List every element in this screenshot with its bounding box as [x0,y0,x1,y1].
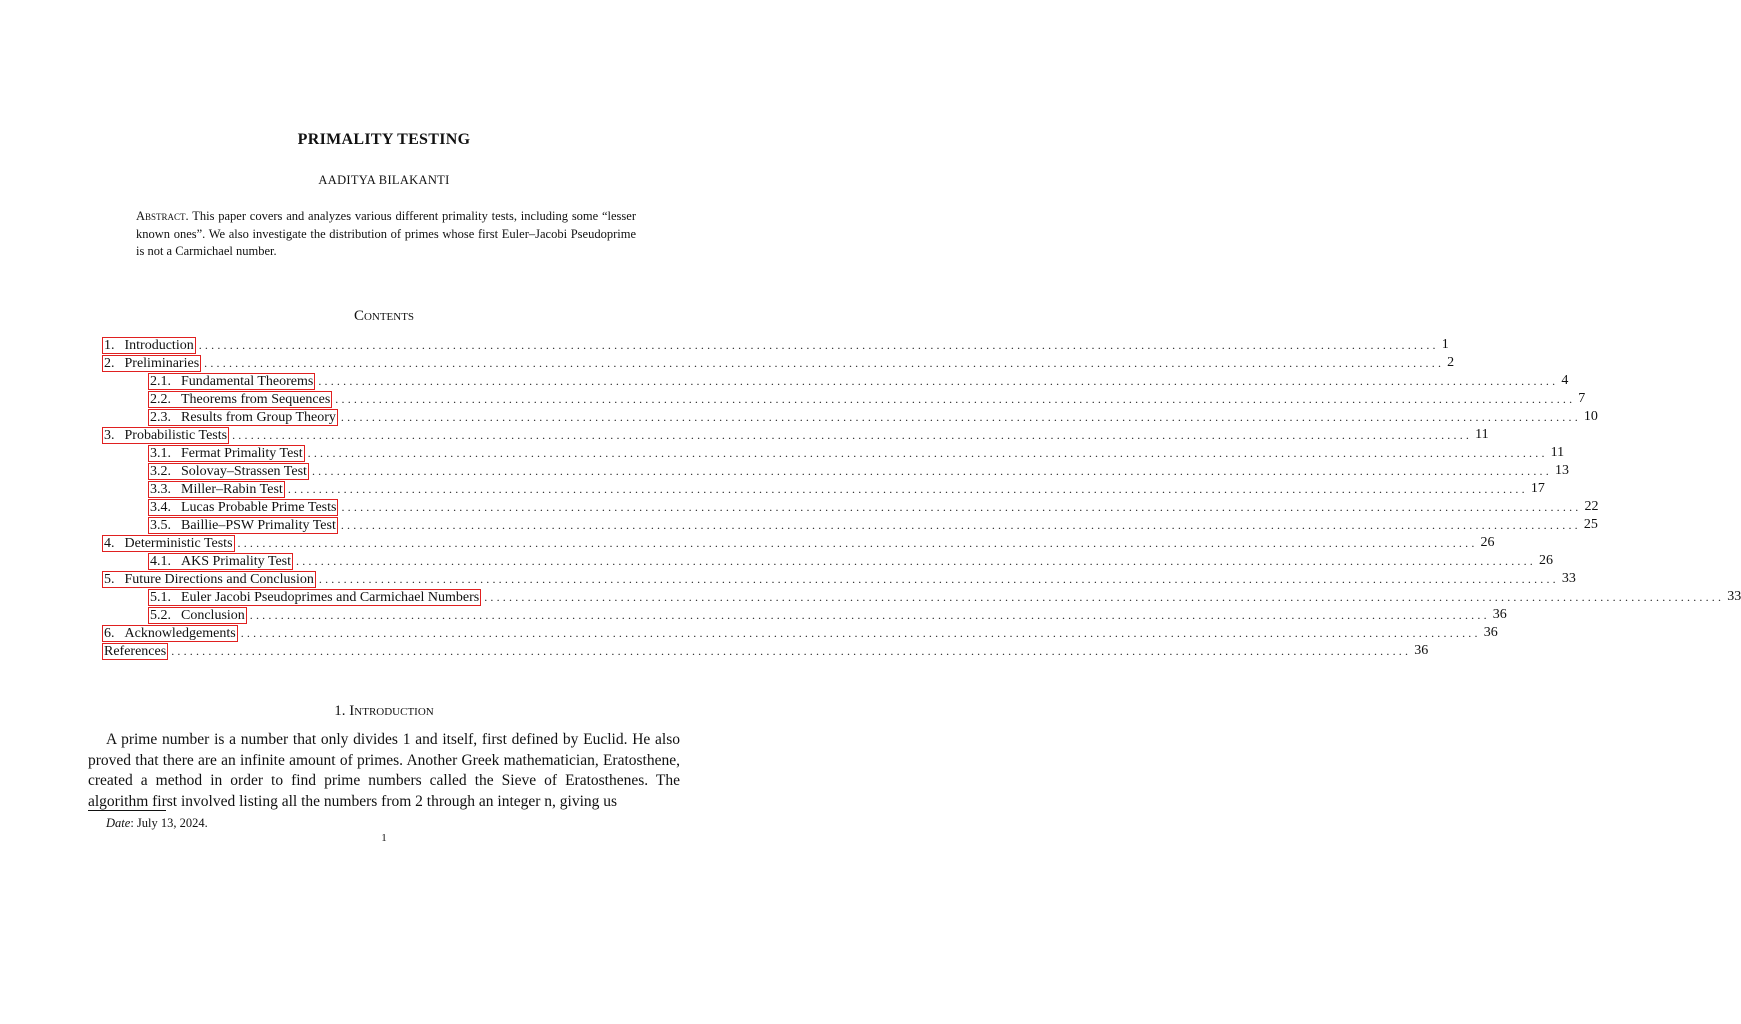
toc-leader: ........................................................................................................................................................................................................ [296,553,1536,568]
toc-page: 7 [1578,391,1586,406]
toc-number: 2.1. [150,373,171,389]
toc-page: 36 [1492,607,1507,622]
toc-leader: ........................................................................................................................................................................................................ [307,445,1548,460]
footnote-text: : July 13, 2024. [130,816,208,830]
toc-leader: ........................................................................................................................................................................................................ [232,427,1473,442]
toc-page: 1 [1441,337,1449,352]
toc-row [102,534,1495,552]
toc-number: 3.1. [150,445,171,461]
toc-row [102,552,1553,570]
toc-row [102,642,1429,660]
toc-label: Results from Group Theory [181,409,336,425]
toc-page: 33 [1561,571,1576,586]
paper-title: PRIMALITY TESTING [297,131,471,148]
toc-number: 3.2. [150,463,171,479]
toc-row [102,498,1599,516]
toc-label: Deterministic Tests [124,535,233,551]
page-number: 1 [381,832,387,844]
toc-number: 5.1. [150,589,171,605]
toc-link[interactable] [148,607,247,624]
toc-page: 2 [1447,355,1455,370]
toc-number: 4. [104,535,115,551]
toc-label: Theorems from Sequences [181,391,331,407]
abstract [136,208,636,261]
toc-link[interactable] [148,589,481,606]
toc-page: 10 [1583,409,1598,424]
body-text [88,730,680,812]
toc-leader: ........................................................................................................................................................................................................ [311,463,1552,478]
toc-row [102,336,1449,354]
toc-number: 3.3. [150,481,171,497]
table-of-contents [102,336,1741,660]
toc-page: 4 [1561,373,1569,388]
toc-page: 11 [1550,445,1565,460]
toc-leader: ........................................................................................................................................................................................................ [484,589,1725,604]
toc-label: Acknowledgements [124,625,236,641]
toc-page: 13 [1554,463,1569,478]
toc-leader: ........................................................................................................................................................................................................ [341,499,1582,514]
toc-label: Baillie–PSW Primality Test [181,517,336,533]
toc-label: Solovay–Strassen Test [181,463,307,479]
toc-number: 6. [104,625,115,641]
toc-link[interactable] [148,373,315,390]
toc-label: Conclusion [181,607,245,623]
toc-link[interactable] [102,427,229,444]
toc-link[interactable] [148,481,285,498]
toc-link[interactable] [148,463,309,480]
toc-label: AKS Primality Test [181,553,291,569]
toc-leader: ........................................................................................................................................................................................................ [249,607,1490,622]
toc-leader: ........................................................................................................................................................................................................ [237,535,1478,550]
toc-row [102,390,1586,408]
toc-label: Preliminaries [124,355,200,371]
toc-number: 5. [104,571,115,587]
toc-page: 17 [1530,481,1545,496]
toc-number: 5.2. [150,607,171,623]
toc-number: 2.2. [150,391,171,407]
section-heading [0,703,768,720]
toc-label: Probabilistic Tests [124,427,228,443]
toc-leader: ........................................................................................................................................................................................................ [171,643,1412,658]
toc-page: 36 [1483,625,1498,640]
toc-row [102,624,1498,642]
toc-label: Fundamental Theorems [181,373,314,389]
toc-row [102,354,1455,372]
toc-row [102,480,1545,498]
footnote-label: Date [106,816,131,830]
toc-number: 2. [104,355,115,371]
toc-page: 26 [1480,535,1495,550]
toc-page: 33 [1727,589,1741,604]
toc-row [102,444,1565,462]
toc-label: Lucas Probable Prime Tests [181,499,337,515]
toc-leader: ........................................................................................................................................................................................................ [318,373,1559,388]
toc-label: References [104,643,167,659]
toc-leader: ........................................................................................................................................................................................................ [204,355,1445,370]
toc-link[interactable] [148,553,293,570]
toc-link[interactable] [148,391,332,408]
toc-row [102,516,1598,534]
contents-heading: Contents [353,308,415,324]
toc-label: Euler Jacobi Pseudoprimes and Carmichael Numbers [181,589,480,605]
toc-row [102,588,1741,606]
toc-link[interactable] [102,643,168,660]
toc-link[interactable] [102,571,316,588]
intro-paragraph: A prime number is a number that only divides 1 and itself, first defined by Euclid. He also proved that there are an infinite amount of primes. Another Greek mathematician, Eratosthene, created a method in order to find prime numbers called the Sieve of Eratosthenes. The algorithm first involved listing all the numbers from 2 through an integer n, giving us [88,731,680,810]
toc-leader: ........................................................................................................................................................................................................ [335,391,1576,406]
toc-row [102,462,1569,480]
footnote [106,816,208,831]
toc-leader: ........................................................................................................................................................................................................ [198,337,1439,352]
toc-number: 3. [104,427,115,443]
toc-row [102,606,1507,624]
toc-page: 25 [1583,517,1598,532]
toc-label: Fermat Primality Test [181,445,303,461]
toc-page: 22 [1584,499,1599,514]
toc-row [102,570,1576,588]
toc-leader: ........................................................................................................................................................................................................ [240,625,1481,640]
toc-number: 3.4. [150,499,171,515]
section-number: 1. [334,703,346,719]
toc-link[interactable] [148,499,338,516]
toc-row [102,372,1569,390]
abstract-text: This paper covers and analyzes various different primality tests, including some “lesser known ones”. We also investigate the distribution of primes whose first Euler–Jacobi Pseudoprime is not a Carmichael number. [136,209,636,258]
toc-label: Miller–Rabin Test [181,481,283,497]
toc-page: 26 [1539,553,1553,568]
toc-link[interactable] [148,517,338,534]
toc-leader: ........................................................................................................................................................................................................ [340,517,1581,532]
toc-link[interactable] [102,337,196,354]
toc-link[interactable] [102,355,201,372]
paper-author: AADITYA BILAKANTI [318,173,450,187]
toc-page: 11 [1475,427,1489,442]
toc-row [102,426,1489,444]
toc-number: 3.5. [150,517,171,533]
toc-label: Future Directions and Conclusion [124,571,314,587]
abstract-label: Abstract. [136,209,189,223]
toc-row [102,408,1598,426]
toc-link[interactable] [102,535,235,552]
toc-link[interactable] [148,409,338,426]
toc-leader: ........................................................................................................................................................................................................ [287,481,1528,496]
toc-number: 2.3. [150,409,171,425]
toc-number: 1. [104,337,115,353]
toc-leader: ........................................................................................................................................................................................................ [318,571,1559,586]
section-title: Introduction [349,703,434,719]
toc-leader: ........................................................................................................................................................................................................ [340,409,1581,424]
footnote-rule [88,810,166,811]
toc-link[interactable] [148,445,305,462]
toc-page: 36 [1414,643,1429,658]
toc-label: Introduction [124,337,194,353]
toc-number: 4.1. [150,553,171,569]
toc-link[interactable] [102,625,238,642]
